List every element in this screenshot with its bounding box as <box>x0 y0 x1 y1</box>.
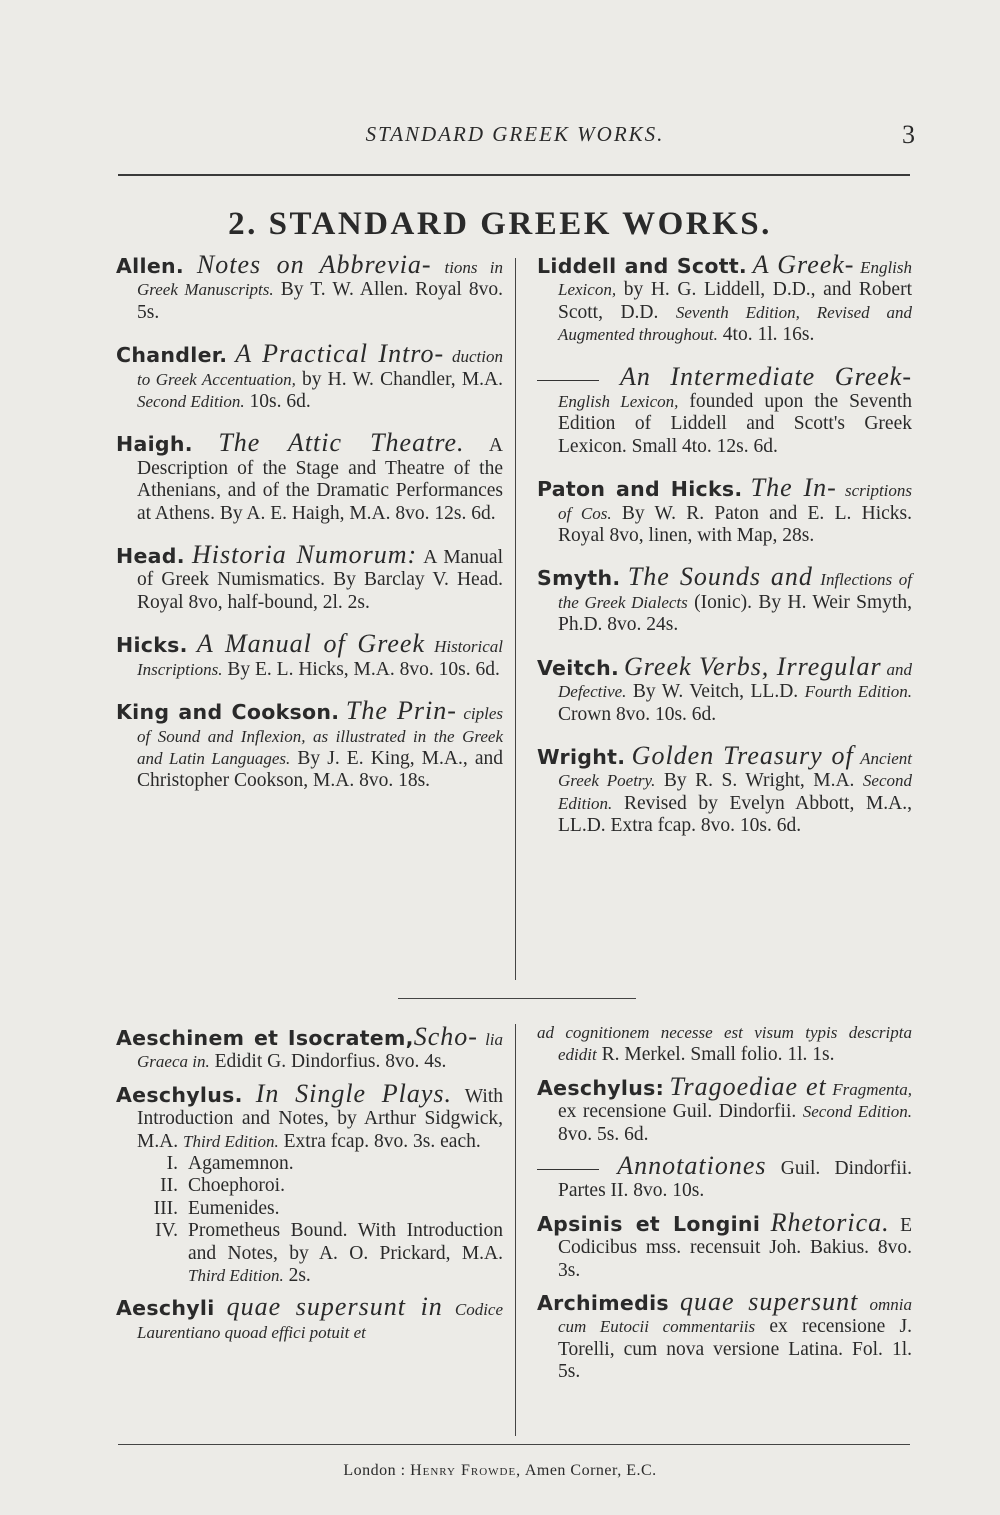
entry-author: Archimedis <box>537 1291 669 1316</box>
entry-edition: Seventh Edition, Revised and Augmented throughout. <box>558 302 913 345</box>
entry-details: With Introduction and Notes, by Arthur Sidgwick, M.A. <box>137 1085 503 1152</box>
entry-hicks <box>116 629 504 681</box>
entry-subtitle: lia Graeca in. <box>137 1030 504 1072</box>
entry-details: Edidit G. Dindorfius. 8vo. 4s. <box>214 1051 447 1073</box>
footer-rule <box>118 1444 910 1445</box>
play-item <box>116 1220 503 1287</box>
entry-subtitle: English Lexicon, <box>558 258 913 300</box>
entry-subtitle: Ancient Greek Poetry. <box>558 748 913 791</box>
imprint-footer <box>0 1462 1000 1480</box>
left-column-top <box>116 250 504 793</box>
entry-wright <box>537 740 913 838</box>
entry-details: By T. W. Allen. Royal 8vo. 5s. <box>137 279 503 323</box>
right-column-top <box>537 250 913 838</box>
entry-details: by H. W. Chandler, M.A. <box>302 368 504 390</box>
entry-edition: Second Edition. <box>137 392 245 412</box>
entry-title: Greek Verbs, Irregular <box>623 651 882 681</box>
entry-details: By R. S. Wright, M.A. <box>663 770 855 792</box>
entry-author: Veitch. <box>537 655 620 680</box>
entry-details: By W. R. Paton and E. L. Hicks. Royal 8vo, linen, with Map, 28s. <box>558 502 912 547</box>
entry-edition: Third Edition. <box>183 1131 279 1151</box>
entry-price: Revised by Evelyn Abbott, M.A., LL.D. Extra fcap. 8vo. 10s. 6d. <box>558 792 912 837</box>
play-number: II. <box>160 1175 178 1197</box>
entry-author: Paton and Hicks. <box>537 477 743 502</box>
entry-smyth <box>537 562 913 636</box>
entry-archimedis <box>537 1287 913 1384</box>
entry-title: Golden Treasury of <box>631 740 854 770</box>
entry-price: 2s. <box>288 1265 311 1287</box>
entry-author: Wright. <box>537 744 626 769</box>
left-column-bottom <box>116 1022 504 1344</box>
entry-details: founded upon the Seventh Edition of Liddell and Scott's Greek Lexicon. Small 4to. 12s. 6d. <box>558 391 913 457</box>
right-column-bottom <box>537 1022 912 1384</box>
entry-aeschyli-continued <box>537 1022 912 1067</box>
entry-title: Tragoediae et <box>669 1071 827 1101</box>
entry-subtitle: scriptions of Cos. <box>558 481 913 523</box>
entry-title: An Intermediate Greek- <box>619 361 912 391</box>
entry-title: Annotationes <box>617 1151 767 1181</box>
entry-details: A Description of the Stage and Theatre of the Athenians, and of the Dramatic Performances at Athens. By A. E. Haigh, M.A. 8vo. 12s. 6d. <box>137 435 503 524</box>
entry-author: Aeschinem et Isocratem, <box>116 1026 414 1050</box>
footer-address: Amen Corner, E.C. <box>524 1462 657 1479</box>
entry-price: Extra fcap. 8vo. 3s. each. <box>283 1130 481 1152</box>
entry-title: A Manual of Greek <box>196 629 425 659</box>
entry-author: Allen. <box>116 254 185 278</box>
entry-author: Aeschyli <box>116 1296 215 1321</box>
entry-subtitle: Fragmenta, <box>832 1079 913 1099</box>
entry-author: Chandler. <box>116 343 228 368</box>
entry-annotationes <box>537 1151 913 1203</box>
column-divider-top <box>515 258 516 980</box>
entry-price: 8vo. 5s. 6d. <box>558 1123 649 1145</box>
entry-price: Crown 8vo. 10s. 6d. <box>558 703 717 725</box>
entry-title: The Sounds and <box>627 562 813 592</box>
play-number: III. <box>153 1197 178 1219</box>
entry-author: Haigh. <box>116 432 193 457</box>
entry-details: By J. E. King, M.A., and Christopher Cookson, M.A. 8vo. 18s. <box>137 747 503 792</box>
entry-title: A Greek- <box>752 250 855 279</box>
entry-veitch <box>537 651 913 726</box>
play-number: IV. <box>155 1220 178 1242</box>
footer-publisher: Henry Frowde, <box>410 1462 522 1479</box>
entry-liddell-scott <box>537 250 913 347</box>
entry-author: Apsinis et Longini <box>537 1211 761 1236</box>
entry-details: By W. Veitch, LL.D. <box>632 681 799 703</box>
section-rule <box>398 998 636 999</box>
entry-intermediate-lexicon <box>537 361 913 459</box>
entry-subtitle: tions in Greek Manuscripts. <box>137 258 503 300</box>
entry-author: Head. <box>116 544 185 569</box>
entry-subtitle: Inflections of the Greek Dialects <box>558 570 913 612</box>
entry-title: quae supersunt <box>680 1287 859 1317</box>
running-head <box>115 122 915 147</box>
play-item <box>116 1175 503 1197</box>
play-number: I. <box>166 1153 178 1175</box>
entry-details: R. Merkel. Small folio. 1l. 1s. <box>601 1044 835 1066</box>
entry-details: (Ionic). By H. Weir Smyth, Ph.D. 8vo. 24s. <box>558 591 912 636</box>
footer-prefix: London : <box>343 1462 406 1479</box>
entry-details: Guil. Dindorfii. Partes II. 8vo. 10s. <box>558 1158 913 1202</box>
entry-title: Rhetorica. <box>770 1207 890 1237</box>
entry-details: By E. L. Hicks, M.A. 8vo. 10s. 6d. <box>227 658 500 680</box>
entry-head <box>116 540 503 614</box>
play-title: Eumenides. <box>188 1197 280 1219</box>
entry-subtitle: ciples of Sound and Inflexion, as illustrated in the Greek and Latin Languages. <box>137 704 504 768</box>
entry-title: The In- <box>750 473 837 503</box>
entry-edition: Second Edition. <box>558 771 912 813</box>
running-title: STANDARD GREEK WORKS. <box>365 122 665 146</box>
entry-subtitle: duction to Greek Accentuation, <box>137 347 504 389</box>
entry-details: ex recensione J. Torelli, cum nova versione Latina. Fol. 1l. 5s. <box>558 1316 913 1383</box>
entry-author: Aeschylus: <box>537 1075 665 1100</box>
entry-allen <box>116 250 503 324</box>
entry-details: E Codicibus mss. recensuit Joh. Bakius. 8vo. 3s. <box>558 1214 912 1281</box>
entry-author: Aeschylus. <box>116 1082 243 1107</box>
entry-details: ex recensione Guil. Dindorfii. <box>558 1101 797 1123</box>
entry-haigh <box>116 428 503 525</box>
entry-aeschyli <box>116 1292 504 1344</box>
entry-author: King and Cookson. <box>116 700 340 725</box>
entry-edition: Second Edition. <box>802 1102 913 1122</box>
ditto-dash <box>537 1169 599 1170</box>
entry-title: The Attic Theatre. <box>218 428 465 458</box>
entry-price: 4to. 1l. 16s. <box>722 324 815 346</box>
entry-title: The Prin- <box>345 696 457 726</box>
entry-subtitle: ad cognitionem necesse est visum typis descripta edidit <box>537 1023 912 1065</box>
play-title: Agamemnon. <box>188 1153 294 1175</box>
entry-title: In Single Plays. <box>255 1078 453 1108</box>
entry-subtitle: English Lexicon, <box>558 392 679 412</box>
play-item <box>116 1198 503 1220</box>
page-number: 3 <box>902 120 915 149</box>
entry-details: A Manual of Greek Numismatics. By Barclay V. Head. Royal 8vo, half-bound, 2l. 2s. <box>137 547 503 613</box>
entry-subtitle: Codice Laurentiano quoad effici potuit et <box>137 1300 504 1342</box>
entry-paton-hicks <box>537 473 913 547</box>
entry-title: Historia Numorum: <box>192 540 418 570</box>
entry-chandler <box>116 339 504 413</box>
play-title: Prometheus Bound. With Introduction and Notes, by A. O. Prickard, M.A. <box>188 1220 503 1264</box>
entry-title: quae supersunt in <box>226 1292 443 1322</box>
entry-author: Hicks. <box>116 633 188 658</box>
entry-apsinis <box>537 1207 912 1282</box>
entry-subtitle: and Defective. <box>558 659 912 702</box>
play-title: Choephoroi. <box>188 1175 285 1197</box>
entry-edition: Third Edition. <box>188 1266 284 1286</box>
entry-author: Liddell and Scott. <box>537 254 748 278</box>
entry-title: Notes on Abbrevia- <box>196 250 432 279</box>
section-heading: 2. STANDARD GREEK WORKS. <box>228 206 772 242</box>
entry-aeschylus-tragoediae <box>537 1071 913 1146</box>
entry-king-cookson <box>116 696 504 793</box>
header-rule <box>118 174 910 176</box>
entry-subtitle: omnia cum Eutocii commentariis <box>558 1295 912 1337</box>
entry-subtitle: Historical Inscriptions. <box>137 637 504 679</box>
entry-title: Scho- <box>413 1022 478 1051</box>
entry-details: by H. G. Liddell, D.D., and Robert Scott, D.D. <box>558 279 912 323</box>
entry-edition: Fourth Edition. <box>804 682 913 702</box>
column-divider-bottom <box>515 1024 516 1436</box>
play-item <box>116 1153 503 1175</box>
entry-aeschinem <box>116 1022 504 1074</box>
ditto-dash <box>537 380 599 381</box>
entry-author: Smyth. <box>537 566 621 591</box>
entry-price: 10s. 6d. <box>249 391 311 413</box>
entry-aeschylus-plays <box>116 1078 503 1153</box>
entry-title: A Practical Intro- <box>235 339 445 369</box>
